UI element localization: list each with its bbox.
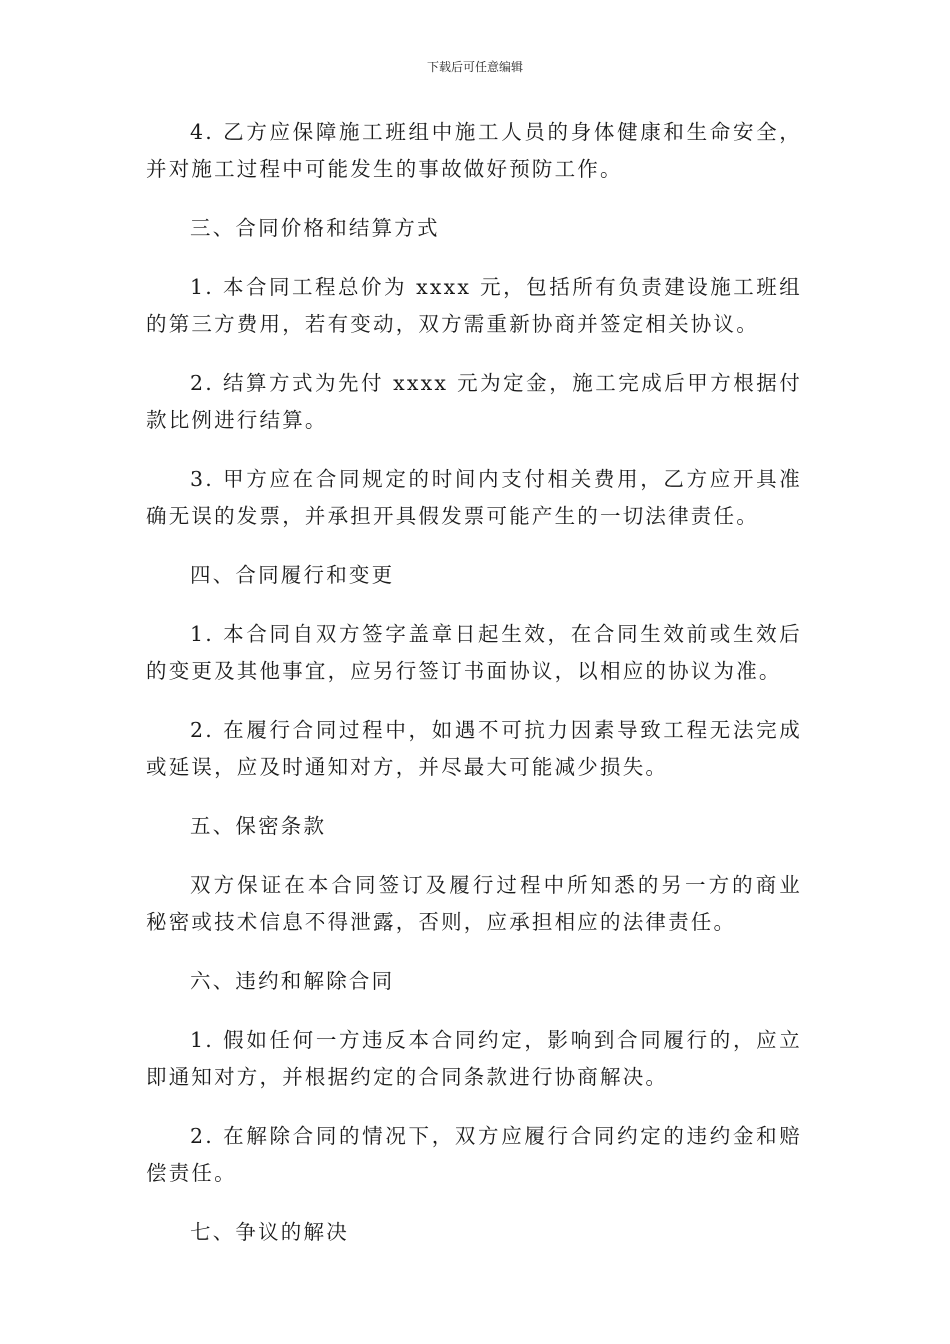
paragraph-clause-2-4: 4. 乙方应保障施工班组中施工人员的身体健康和生命安全，并对施工过程中可能发生的事故做好预防工作。 [146,120,802,181]
page-header-note: 下载后可任意编辑 [426,60,523,74]
paragraph-clause-5-1: 双方保证在本合同签订及履行过程中所知悉的另一方的商业秘密或技术信息不得泄露，否则，应承担相应的法律责任。 [146,873,802,934]
paragraph-clause-3-2: 2. 结算方式为先付 xxxx 元为定金，施工完成后甲方根据付款比例进行结算。 [146,371,802,432]
section-heading-6: 六、违约和解除合同 [190,969,395,993]
paragraph-clause-4-2: 2. 在履行合同过程中，如遇不可抗力因素导致工程无法完成或延误，应及时通知对方，并尽最大可能减少损失。 [146,718,802,779]
section-heading-7: 七、争议的解决 [190,1220,349,1244]
section-heading-5: 五、保密条款 [190,814,327,838]
paragraph-clause-3-1: 1. 本合同工程总价为 xxxx 元，包括所有负责建设施工班组的第三方费用，若有变动，双方需重新协商并签定相关协议。 [146,275,802,336]
paragraph-clause-6-2: 2. 在解除合同的情况下，双方应履行合同约定的违约金和赔偿责任。 [146,1124,802,1185]
section-heading-3: 三、合同价格和结算方式 [190,216,440,240]
document-body [146,114,802,1273]
paragraph-clause-3-3: 3. 甲方应在合同规定的时间内支付相关费用，乙方应开具准确无误的发票，并承担开具假发票可能产生的一切法律责任。 [146,467,802,528]
paragraph-clause-6-1: 1. 假如任何一方违反本合同约定，影响到合同履行的，应立即通知对方，并根据约定的合同条款进行协商解决。 [146,1028,802,1089]
paragraph-clause-4-1: 1. 本合同自双方签字盖章日起生效，在合同生效前或生效后的变更及其他事宜，应另行签订书面协议，以相应的协议为准。 [146,622,802,683]
section-heading-4: 四、合同履行和变更 [190,563,395,587]
